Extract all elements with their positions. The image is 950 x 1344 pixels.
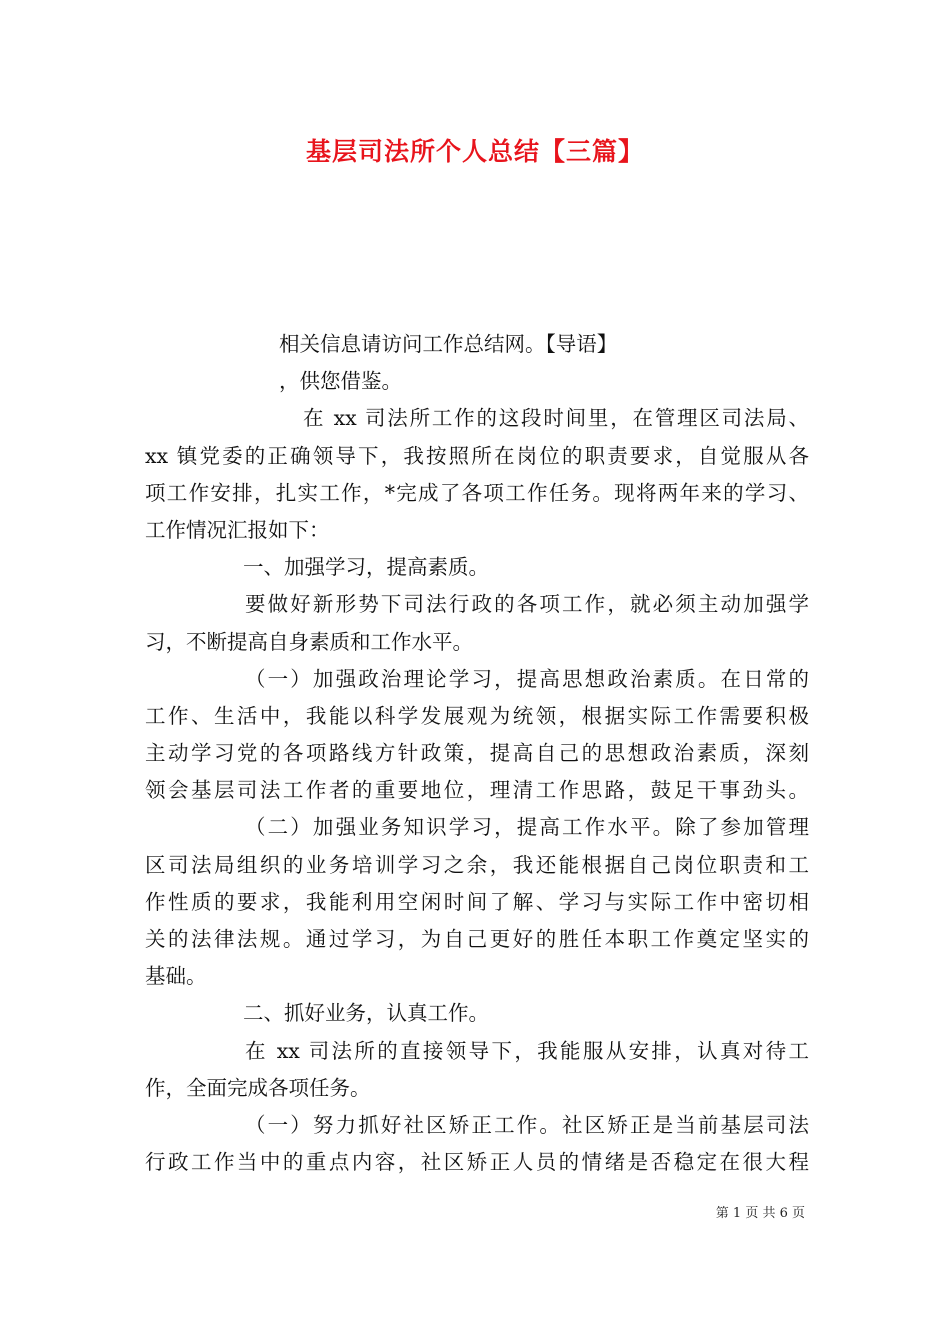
intro-line: 相关信息请访问工作总结网。【导语】 xyxy=(279,332,618,356)
paragraph-line: 行政工作当中的重点内容，社区矫正人员的情绪是否稳定在很大程 xyxy=(145,1150,809,1175)
paragraph-line: 作性质的要求，我能利用空闲时间了解、学习与实际工作中密切相 xyxy=(145,889,809,914)
section-heading: 一、加强学习，提高素质。 xyxy=(243,555,489,580)
paragraph-line: 在 xx 司法所工作的这段时间里，在管理区司法局、 xyxy=(303,406,809,431)
intro-line: ，供您借鉴。 xyxy=(279,369,402,394)
paragraph-line: 项工作安排，扎实工作，*完成了各项工作任务。现将两年来的学习、 xyxy=(145,480,809,505)
paragraph-line: 主动学习党的各项路线方针政策，提高自己的思想政治素质，深刻 xyxy=(145,741,809,766)
paragraph-line: 习，不断提高自身素质和工作水平。 xyxy=(145,629,473,654)
paragraph-line: 工作情况汇报如下： xyxy=(145,517,330,542)
paragraph-line: （一）努力抓好社区矫正工作。社区矫正是当前基层司法 xyxy=(245,1112,809,1137)
paragraph-line: 要做好新形势下司法行政的各项工作，就必须主动加强学 xyxy=(245,592,809,617)
paragraph-line: xx 镇党委的正确领导下，我按照所在岗位的职责要求，自觉服从各 xyxy=(145,443,809,468)
paragraph-line: 区司法局组织的业务培训学习之余，我还能根据自己岗位职责和工 xyxy=(145,852,809,877)
paragraph-line: 作，全面完成各项任务。 xyxy=(145,1075,371,1100)
section-heading: 二、抓好业务，认真工作。 xyxy=(243,1001,489,1026)
paragraph-line: 基础。 xyxy=(145,964,207,989)
page-number: 第 1 页 共 6 页 xyxy=(715,1206,805,1221)
document-body xyxy=(145,326,809,1181)
paragraph-line: （一）加强政治理论学习，提高思想政治素质。在日常的 xyxy=(245,666,809,691)
document-title: 基层司法所个人总结【三篇】 xyxy=(305,137,644,166)
paragraph-line: 领会基层司法工作者的重要地位，理清工作思路，鼓足干事劲头。 xyxy=(145,778,809,803)
paragraph-line: 关的法律法规。通过学习，为自己更好的胜任本职工作奠定坚实的 xyxy=(145,927,809,951)
paragraph-line: 工作、生活中，我能以科学发展观为统领，根据实际工作需要积极 xyxy=(145,703,809,728)
paragraph-line: （二）加强业务知识学习，提高工作水平。除了参加管理 xyxy=(245,815,809,840)
paragraph-line: 在 xx 司法所的直接领导下，我能服从安排，认真对待工 xyxy=(245,1038,809,1063)
